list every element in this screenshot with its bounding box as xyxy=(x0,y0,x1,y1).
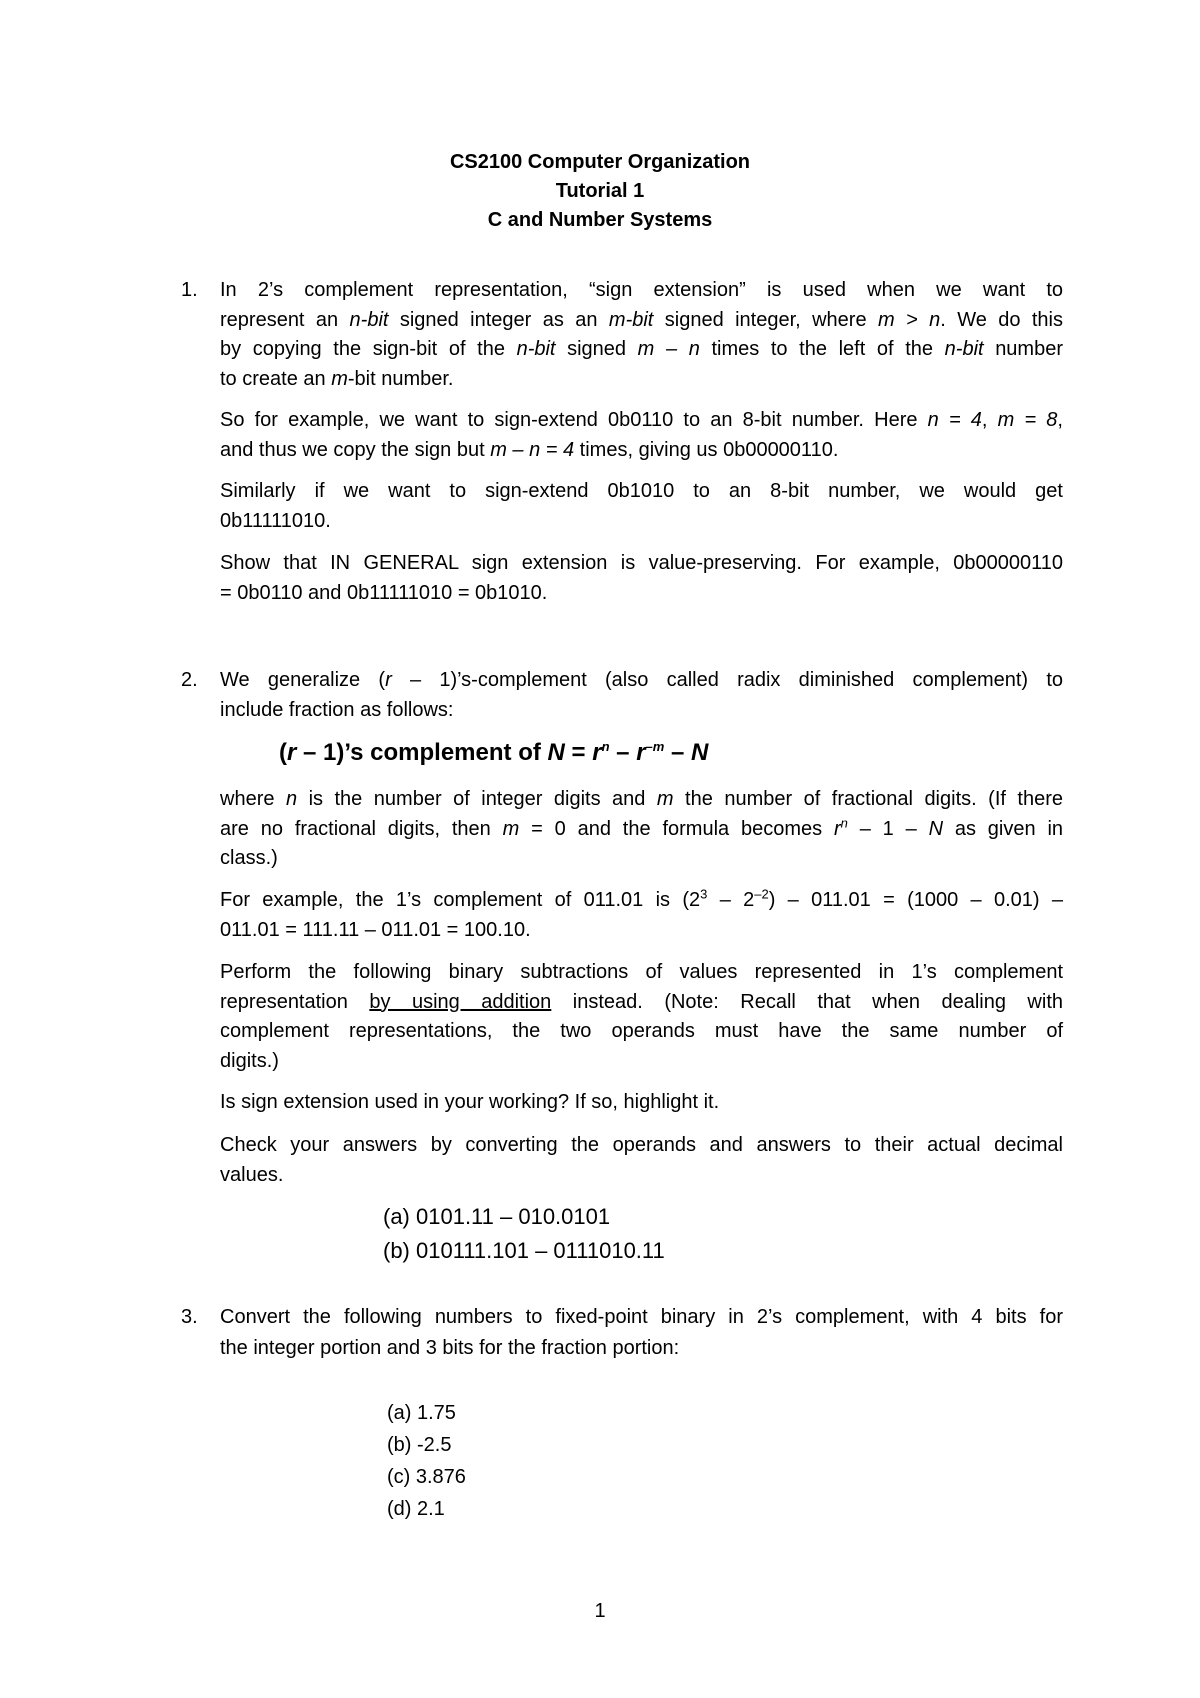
q2-p4-line-4: digits.) xyxy=(220,1049,279,1072)
q1-p1-line-1: In 2’s complement representation, “sign extension” is used when we want to xyxy=(220,279,1063,301)
q1-p4-line-1: Show that IN GENERAL sign extension is value-preserving. For example, 0b00000110 xyxy=(220,552,1063,574)
q1-p1-line-2: represent an n-bit signed integer as an m-bit signed integer, where m > n. We do this xyxy=(220,308,1063,331)
q1-paragraph-4 xyxy=(220,549,1063,608)
q2-p4-line-1: Perform the following binary subtractions of values represented in 1’s complement xyxy=(220,961,1063,983)
q2-paragraph-1 xyxy=(220,666,1063,725)
q2-paragraph-3 xyxy=(220,886,1063,945)
course-title: CS2100 Computer Organization xyxy=(449,151,751,173)
q2-p5-line-1: Is sign extension used in your working? If so, highlight it. xyxy=(220,1091,720,1113)
complement-formula: (r – 1)’s complement of $N = r^n - r^{-m} - N$ xyxy=(279,739,709,766)
q2-p2-line-2: are no fractional digits, then m = 0 and the formula becomes $r^n - 1$ – N as given in xyxy=(220,814,1064,840)
q2-subtraction-b: (b) 010111.101 – 0111010.11 xyxy=(383,1238,665,1263)
q2-paragraph-4 xyxy=(220,958,1063,1076)
q2-number: 2. xyxy=(181,669,198,691)
underlined-phrase: by using addition xyxy=(369,990,552,1013)
q2-subtraction-a: (a) 0101.11 – 010.0101 xyxy=(383,1204,611,1229)
q2-p6-line-1: Check your answers by converting the operands and answers to their actual decimal xyxy=(220,1134,1063,1156)
q1-p1-line-4: to create an m-bit number. xyxy=(220,367,454,390)
q1-paragraph-3 xyxy=(220,477,1063,536)
q1-p1-line-3: by copying the sign-bit of the n-bit signed m – n times to the left of the n-bit number xyxy=(220,338,1064,360)
q2-p1-line-2: include fraction as follows: xyxy=(220,698,454,721)
q2-p4-line-2: representation by using addition instead. (Note: Recall that when dealing with xyxy=(220,990,1064,1013)
q1-number: 1. xyxy=(181,279,198,301)
q1-p3-line-1: Similarly if we want to sign-extend 0b1010 to an 8-bit number, we would get xyxy=(220,480,1063,502)
q3-item-a: (a) 1.75 xyxy=(387,1402,456,1424)
q1-p4-line-2: = 0b0110 and 0b11111010 = 0b1010. xyxy=(220,581,548,604)
q2-p2-line-1: where n is the number of integer digits and m the number of fractional digits. (If there xyxy=(220,788,1064,810)
q3-item-d: (d) 2.1 xyxy=(387,1498,445,1520)
q3-item-b: (b) -2.5 xyxy=(387,1434,452,1456)
q2-p3-line-1: For example, the 1’s complement of 011.01 is $(2^3 - 2^{-2}) - 011.01 = (1000 - 0.01)$ – xyxy=(220,886,1063,911)
q1-p3-line-2: 0b11111010. xyxy=(220,509,331,532)
tutorial-title: Tutorial 1 xyxy=(555,180,645,202)
q3-item-c: (c) 3.876 xyxy=(387,1466,466,1488)
q3-number: 3. xyxy=(181,1306,198,1328)
q1-p2-line-2: and thus we copy the sign but m – n = 4 times, giving us 0b00000110. xyxy=(220,438,839,461)
q2-p1-line-1: We generalize (r – 1)’s-complement (also called radix diminished complement) to xyxy=(220,669,1064,691)
q2-paragraph-2 xyxy=(220,785,1063,874)
q3-line-2: the integer portion and 3 bits for the fraction portion: xyxy=(220,1337,680,1359)
q2-paragraph-5 xyxy=(220,1088,1063,1118)
q2-p6-line-2: values. xyxy=(220,1163,284,1186)
q2-p3-line-2: 011.01 = 111.11 – 011.01 = 100.10. xyxy=(220,918,531,941)
topic-title: C and Number Systems xyxy=(487,209,713,231)
q2-p4-line-3: complement representations, the two operands must have the same number of xyxy=(220,1020,1063,1042)
q1-p2-line-1: So for example, we want to sign-extend 0b0110 to an 8-bit number. Here n = 4, m = 8, xyxy=(220,409,1063,431)
page-number: 1 xyxy=(594,1600,606,1622)
q2-p2-line-3: class.) xyxy=(220,847,278,869)
q2-paragraph-6 xyxy=(220,1131,1063,1190)
q1-paragraph-1 xyxy=(220,276,1063,394)
q1-paragraph-2 xyxy=(220,406,1063,465)
q3-line-1: Convert the following numbers to fixed-point binary in 2’s complement, with 4 bits for xyxy=(220,1306,1063,1328)
q3-paragraph xyxy=(220,1303,1063,1364)
